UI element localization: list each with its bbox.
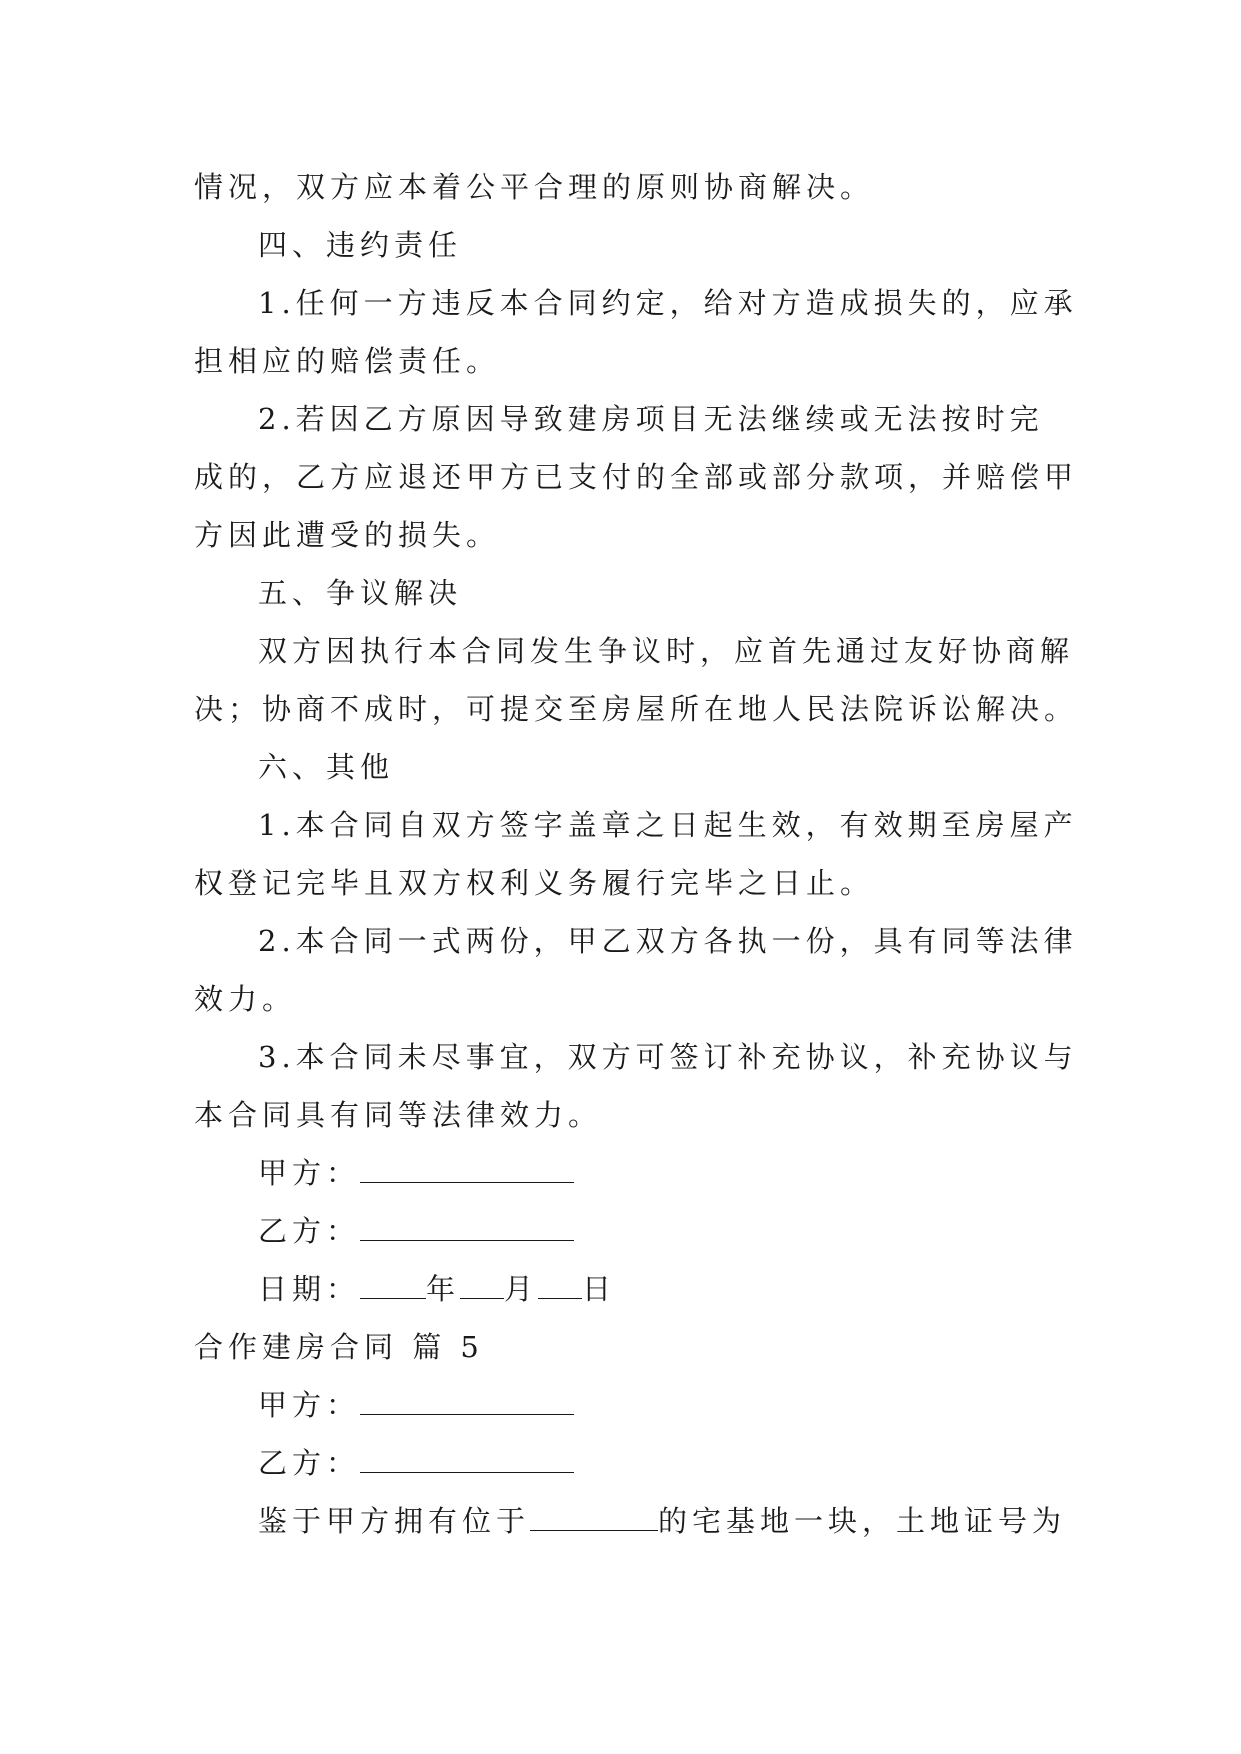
text-line: 决；协商不成时，可提交至房屋所在地人民法院诉讼解决。 — [194, 692, 1079, 726]
signature-party-b — [194, 1202, 1052, 1260]
text-line: 担相应的赔偿责任。 — [194, 344, 501, 378]
month-blank — [460, 1274, 504, 1299]
day-blank — [538, 1274, 582, 1299]
text-line: 3.本合同未尽事宜，双方可签订补充协议，补充协议与 — [258, 1040, 1078, 1074]
party-b-blank — [360, 1216, 574, 1241]
section-title: 合作建房合同 篇 5 — [194, 1330, 484, 1364]
party-b-label: 乙方： — [258, 1214, 361, 1248]
text-line: 2.本合同一式两份，甲乙双方各执一份，具有同等法律 — [258, 924, 1078, 958]
text-line — [194, 1492, 1067, 1550]
party-a-label: 甲方： — [258, 1388, 361, 1422]
party-b-label: 乙方： — [258, 1446, 361, 1480]
signature-party-b-2 — [194, 1434, 1052, 1492]
text-line: 1.任何一方违反本合同约定，给对方造成损失的，应承 — [258, 286, 1078, 320]
document-page — [194, 158, 1079, 1550]
section-heading: 四、违约责任 — [258, 228, 463, 262]
signature-date — [194, 1260, 1052, 1318]
text-line: 情况，双方应本着公平合理的原则协商解决。 — [194, 170, 875, 204]
text-line: 2.若因乙方原因导致建房项目无法继续或无法按时完 — [258, 402, 1044, 436]
last-line-after: 的宅基地一块，土地证号为 — [658, 1504, 1067, 1538]
party-b-blank — [360, 1448, 574, 1473]
year-blank — [360, 1274, 426, 1299]
text-line: 本合同具有同等法律效力。 — [194, 1098, 603, 1132]
year-label: 年 — [426, 1272, 461, 1306]
day-label: 日 — [582, 1272, 617, 1306]
text-line: 成的，乙方应退还甲方已支付的全部或部分款项，并赔偿甲 — [194, 460, 1079, 494]
text-line: 1.本合同自双方签字盖章之日起生效，有效期至房屋产 — [258, 808, 1078, 842]
signature-party-a — [194, 1144, 1052, 1202]
party-a-label: 甲方： — [258, 1156, 361, 1190]
location-blank — [530, 1506, 658, 1531]
party-a-blank — [360, 1390, 574, 1415]
text-line: 方因此遭受的损失。 — [194, 518, 501, 552]
section-heading: 六、其他 — [258, 750, 395, 784]
date-label: 日期： — [258, 1272, 361, 1306]
text-line: 双方因执行本合同发生争议时，应首先通过友好协商解 — [258, 634, 1075, 668]
last-line-before: 鉴于甲方拥有位于 — [258, 1504, 531, 1538]
section-heading: 五、争议解决 — [258, 576, 463, 610]
text-line: 效力。 — [194, 982, 297, 1016]
party-a-blank — [360, 1158, 574, 1183]
signature-party-a-2 — [194, 1376, 1052, 1434]
month-label: 月 — [504, 1272, 539, 1306]
text-line: 权登记完毕且双方权利义务履行完毕之日止。 — [194, 866, 875, 900]
